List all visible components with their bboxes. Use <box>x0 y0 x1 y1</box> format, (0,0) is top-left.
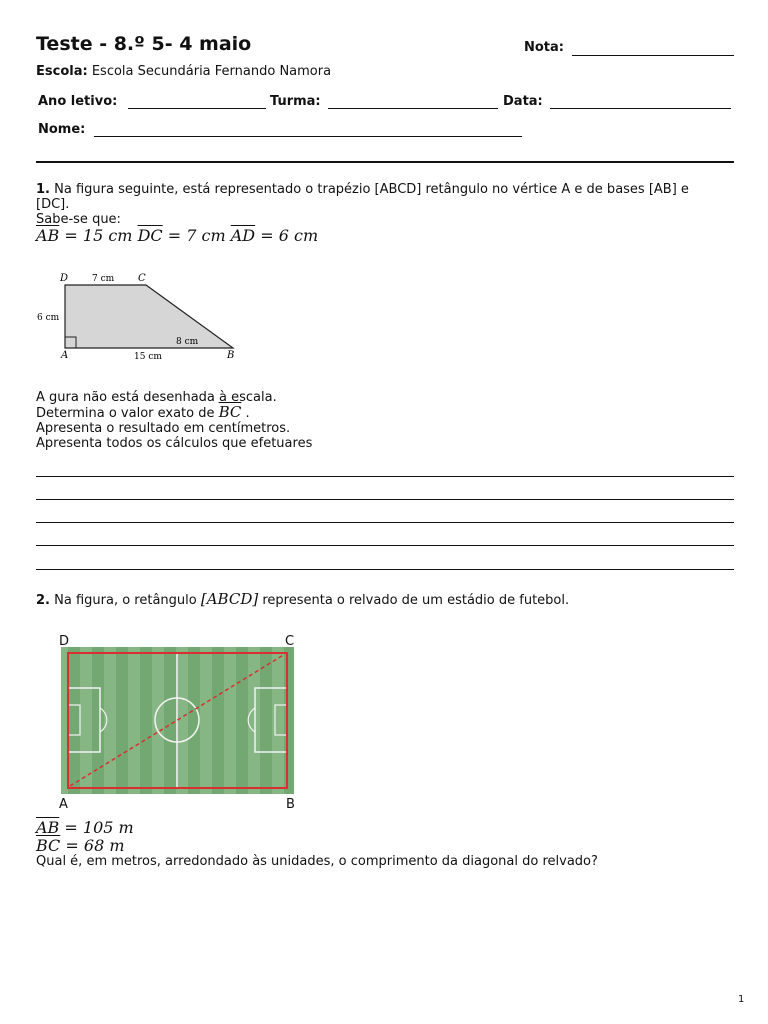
q2-text-pre: Na figura, o retângulo <box>54 593 197 608</box>
trapezoid-shape <box>65 285 233 348</box>
q2-number: 2. <box>36 593 50 608</box>
page-number: 1 <box>738 994 745 1005</box>
q1-ask <box>36 405 312 421</box>
answer-line[interactable] <box>36 545 734 546</box>
answer-line[interactable] <box>36 499 734 500</box>
q1-instructions <box>36 390 312 451</box>
q2-rect-symbol: [ABCD] <box>200 590 259 608</box>
corner-b-label: B <box>286 797 295 812</box>
corner-d-label: D <box>59 634 70 649</box>
q2-text-post: representa o relvado de um estádio de futebol. <box>262 593 570 608</box>
q1-text-line2: [DC]. <box>36 197 70 212</box>
q1-ab-symbol: $\overline{AB}$ <box>36 226 60 245</box>
q2-ab-value: = 105 m <box>64 818 134 837</box>
q1-sabe: Sabe-se que: <box>36 212 121 227</box>
vertex-c-label: C <box>138 273 146 284</box>
answer-line[interactable] <box>36 569 734 570</box>
ano-letivo-label: Ano letivo: <box>38 94 118 109</box>
q2-question: Qual é, em metros, arredondado às unidades, o comprimento da diagonal do relvado? <box>36 854 598 869</box>
data-field[interactable] <box>550 108 731 109</box>
nome-field[interactable] <box>94 136 522 137</box>
data-label: Data: <box>503 94 543 109</box>
q1-ab-value: = 15 cm <box>64 226 133 245</box>
q2-statement <box>36 590 569 608</box>
side-ad-label: 6 cm <box>37 313 60 323</box>
q1-dc-symbol: $\overline{DC}$ <box>137 226 163 245</box>
trapezoid-figure <box>34 270 246 364</box>
nota-field[interactable] <box>572 55 734 56</box>
answer-line[interactable] <box>36 476 734 477</box>
escola-row <box>36 64 331 79</box>
turma-field[interactable] <box>328 108 498 109</box>
turma-label: Turma: <box>270 94 321 109</box>
q2-bc-value: = 68 m <box>65 836 125 855</box>
q1-instr1: Apresenta o resultado em centímetros. <box>36 421 291 436</box>
q1-ad-value: = 6 cm <box>260 226 319 245</box>
q1-ask-post: . <box>245 406 250 421</box>
answer-line[interactable] <box>36 522 734 523</box>
vertex-a-label: A <box>61 350 69 361</box>
ano-letivo-field[interactable] <box>128 108 266 109</box>
q2-ab-symbol: $\overline{AB}$ <box>36 818 60 837</box>
q1-ask-pre: Determina o valor exato de <box>36 406 215 421</box>
corner-c-label: C <box>285 634 295 649</box>
side-ab-label: 15 cm <box>134 352 162 362</box>
corner-a-label: A <box>59 797 68 812</box>
q1-note: A gura não está desenhada à escala. <box>36 390 277 405</box>
q1-given-values <box>36 226 318 245</box>
q1-text-line1: Na figura seguinte, está representado o trapézio [ABCD] retângulo no vértice A e de bases [AB] e <box>54 182 689 197</box>
q2-given-values <box>36 819 134 855</box>
vertex-d-label: D <box>60 273 69 284</box>
header-divider <box>36 161 734 163</box>
escola-value: Escola Secundária Fernando Namora <box>91 64 332 79</box>
q1-dc-value: = 7 cm <box>167 226 226 245</box>
q2-ab-row <box>36 819 134 837</box>
q1-number: 1. <box>36 182 50 197</box>
side-dc-label: 7 cm <box>92 274 115 284</box>
q2-bc-symbol: $\overline{BC}$ <box>36 836 61 855</box>
escola-label: Escola: <box>36 64 88 79</box>
q1-ask-symbol: $\overline{BC}$ <box>218 403 242 421</box>
football-field-figure <box>56 630 302 812</box>
nota-label: Nota: <box>524 40 564 55</box>
q1-statement <box>36 182 736 227</box>
page-title: Teste - 8.º 5- 4 maio <box>36 33 252 55</box>
vertex-b-label: B <box>227 350 235 361</box>
q2-bc-row <box>36 837 134 855</box>
nome-label: Nome: <box>38 122 86 137</box>
q1-instr2: Apresenta todos os cálculos que efetuares <box>36 436 313 451</box>
q1-ad-symbol: $\overline{AD}$ <box>230 226 256 245</box>
side-cb-label: 8 cm <box>176 337 199 347</box>
